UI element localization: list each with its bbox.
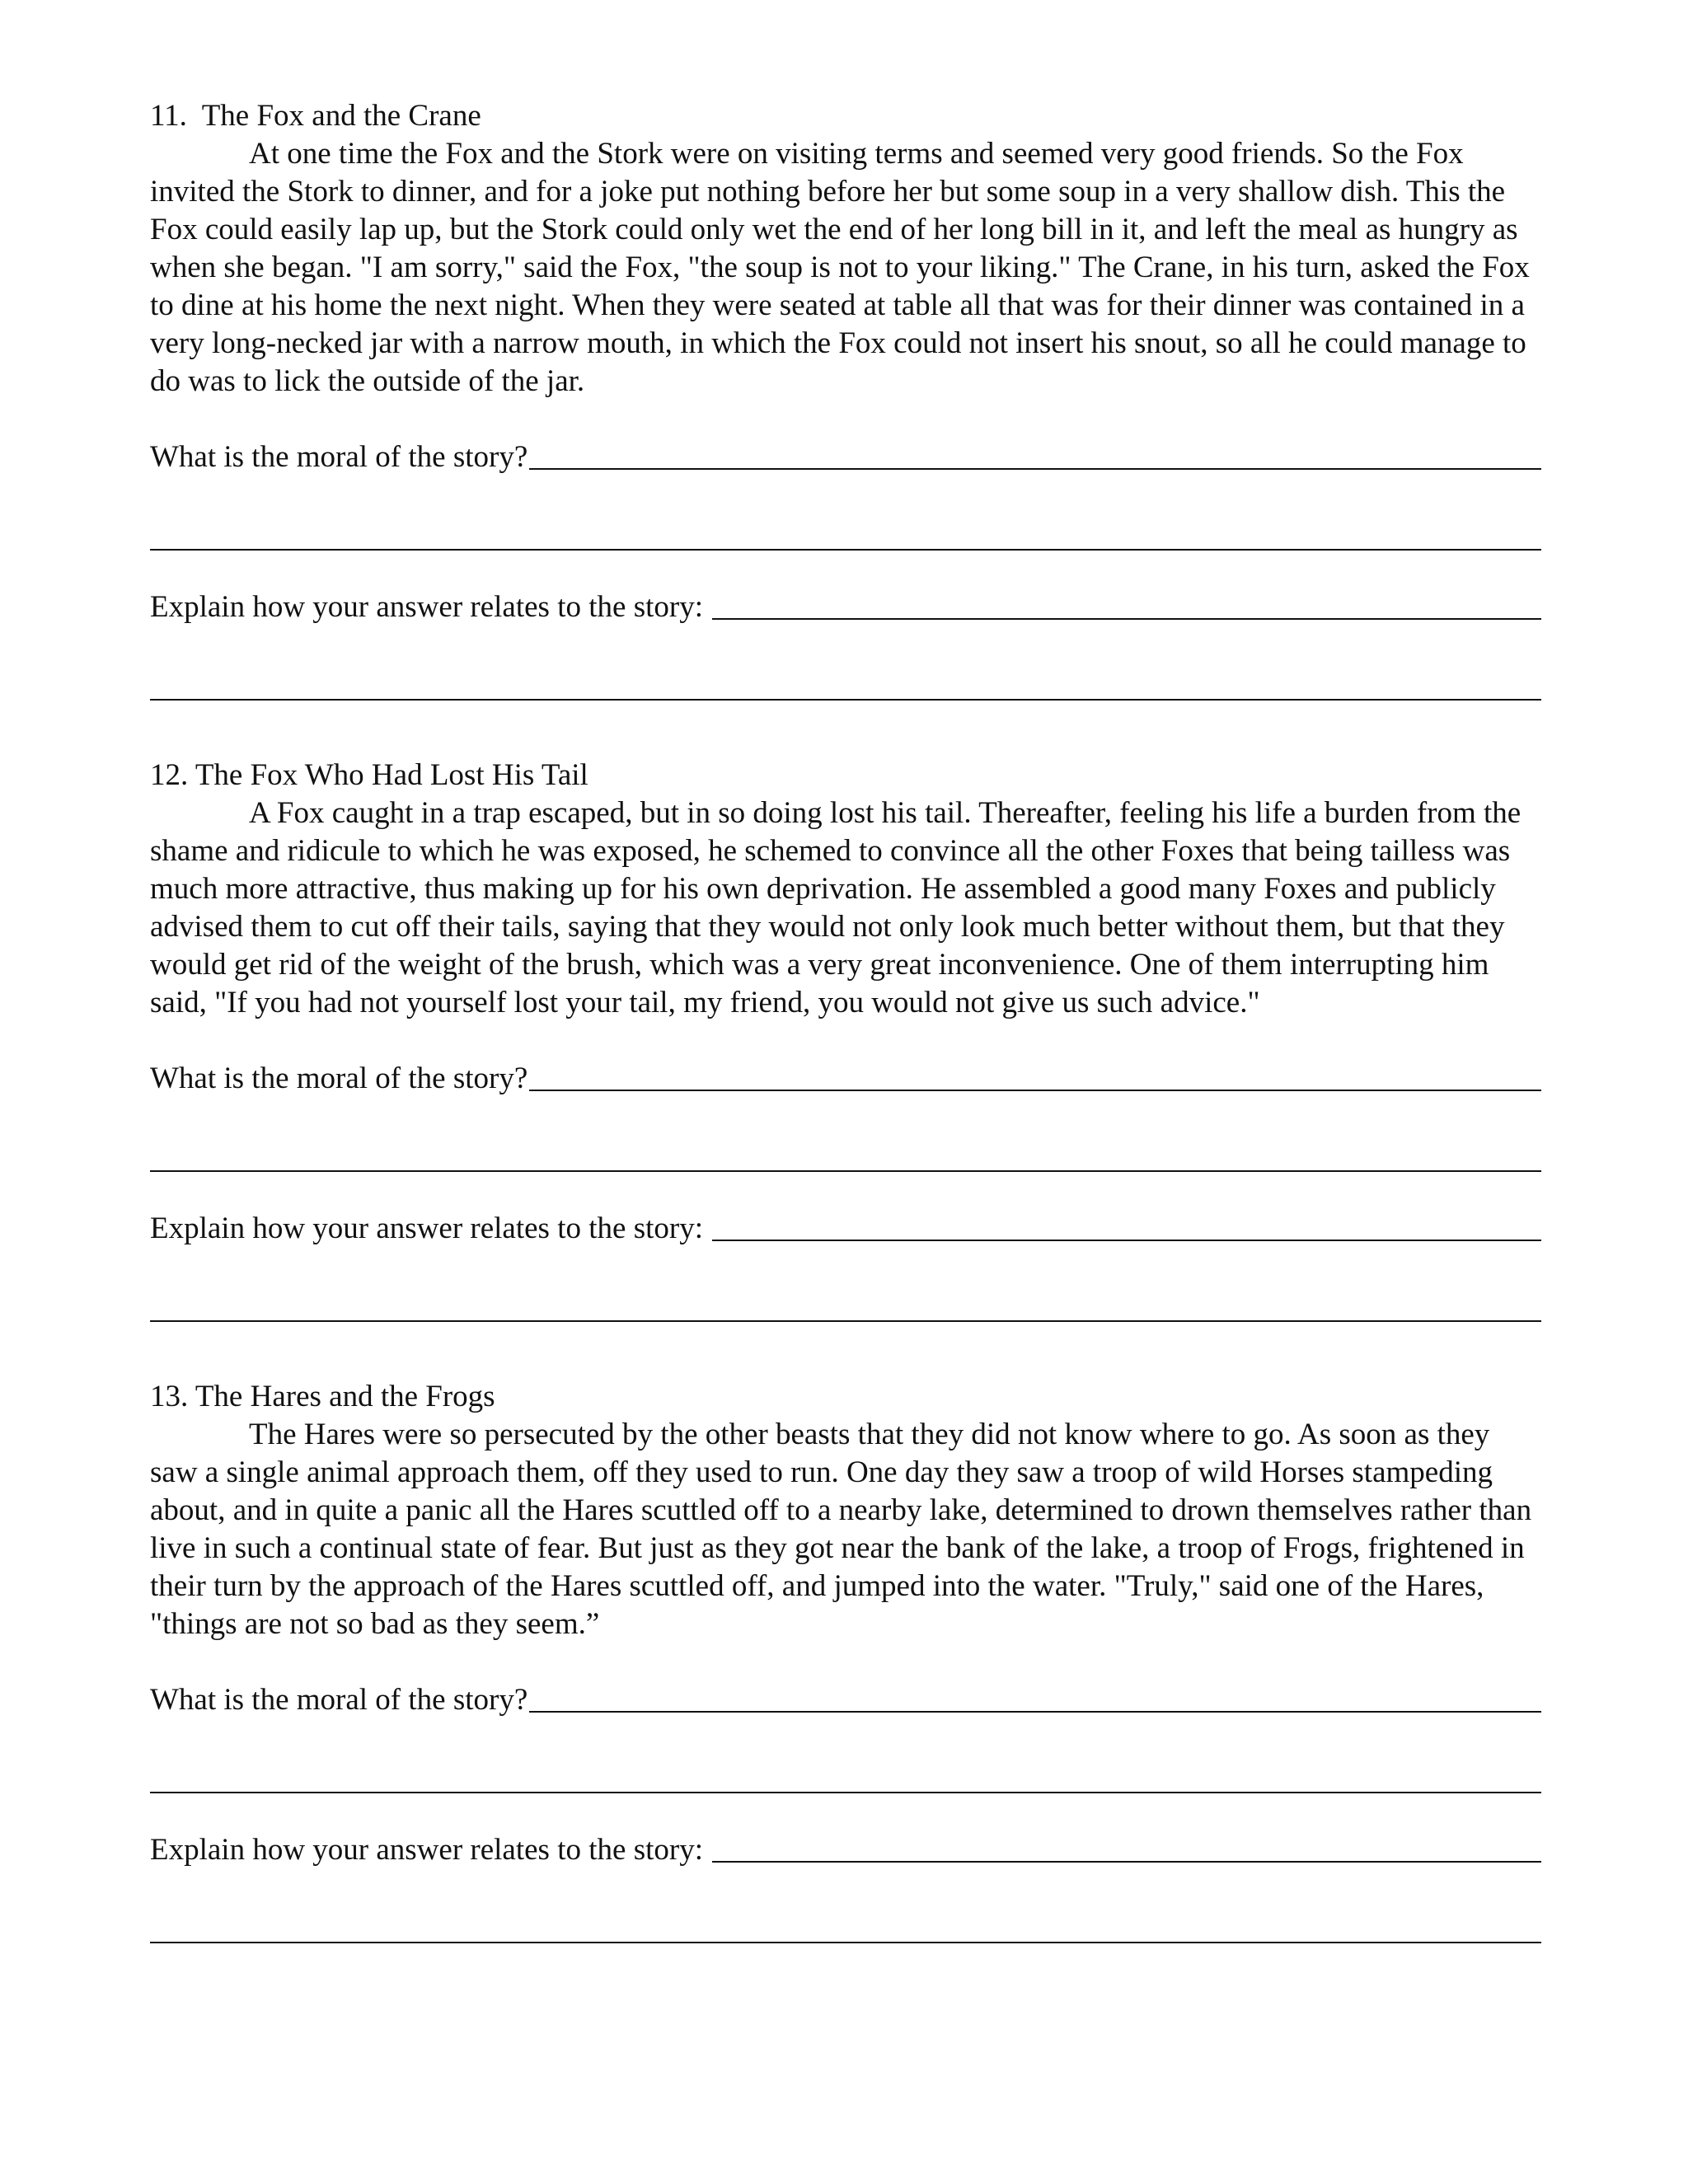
explain-question xyxy=(150,1831,1541,1869)
story-11 xyxy=(150,97,1541,701)
explain-question xyxy=(150,588,1541,626)
moral-answer-line-2[interactable] xyxy=(150,1170,1541,1172)
explain-answer-line[interactable] xyxy=(712,1861,1541,1863)
story-body: A Fox caught in a trap escaped, but in so doing lost his tail. Thereafter, feeling his life a burden from the shame and ridicule to which he was exposed, he schemed to convince all the other Foxes that being tailless was much more attractive, thus making up for his own deprivation. He assembled a good many Foxes and publicly advised them to cut off their tails, saying that they would not only look much better without them, but that they would get rid of the weight of the brush, which was a very great inconvenience. One of them interrupting him said, "If you had not yourself lost your tail, my friend, you would not give us such advice." xyxy=(150,796,1522,1019)
story-title: 11. The Fox and the Crane xyxy=(150,99,481,133)
story-12 xyxy=(150,757,1541,1322)
section-gap xyxy=(150,701,1541,757)
explain-prompt: Explain how your answer relates to the story: xyxy=(150,1833,711,1867)
worksheet-page xyxy=(150,97,1541,1943)
explain-question xyxy=(150,1210,1541,1248)
explain-prompt: Explain how your answer relates to the story: xyxy=(150,590,711,624)
explain-answer-line[interactable] xyxy=(712,618,1541,620)
moral-answer-line-2[interactable] xyxy=(150,549,1541,551)
section-gap xyxy=(150,1322,1541,1378)
story-title: 12. The Fox Who Had Lost His Tail xyxy=(150,758,588,792)
moral-answer-line-2[interactable] xyxy=(150,1792,1541,1793)
explain-answer-line[interactable] xyxy=(712,1240,1541,1241)
moral-prompt: What is the moral of the story? xyxy=(150,1062,528,1095)
moral-question xyxy=(150,1060,1541,1098)
moral-question xyxy=(150,1681,1541,1719)
explain-prompt: Explain how your answer relates to the story: xyxy=(150,1212,711,1245)
moral-answer-line[interactable] xyxy=(529,468,1541,470)
story-title: 13. The Hares and the Frogs xyxy=(150,1380,495,1413)
moral-answer-line[interactable] xyxy=(529,1090,1541,1091)
moral-answer-line[interactable] xyxy=(529,1711,1541,1713)
story-body: The Hares were so persecuted by the other beasts that they did not know where to go. As soon as they saw a single animal approach them, off they used to run. One day they saw a troop of wild Horses stampeding about, and in quite a panic all the Hares scuttled off to a nearby lake, determined to drown themselves rather than live in such a continual state of fear. But just as they got near the bank of the lake, a troop of Frogs, frightened in their turn by the approach of the Hares scuttled off, and jumped into the water. "Truly," said one of the Hares, "things are not so bad as they seem.” xyxy=(150,1418,1532,1641)
moral-prompt: What is the moral of the story? xyxy=(150,440,528,474)
story-13 xyxy=(150,1378,1541,1943)
story-body: At one time the Fox and the Stork were on visiting terms and seemed very good friends. So the Fox invited the Stork to dinner, and for a joke put nothing before her but some soup in a very shallow dish. This the Fox could easily lap up, but the Stork could only wet the end of her long bill in it, and left the meal as hungry as when she began. "I am sorry," said the Fox, "the soup is not to your liking." The Crane, in his turn, asked the Fox to dine at his home the next night. When they were seated at table all that was for their dinner was contained in a very long-necked jar with a narrow mouth, in which the Fox could not insert his snout, so all he could manage to do was to lick the outside of the jar. xyxy=(150,137,1530,398)
explain-answer-line-2[interactable] xyxy=(150,1942,1541,1943)
moral-question xyxy=(150,438,1541,476)
moral-prompt: What is the moral of the story? xyxy=(150,1683,528,1717)
